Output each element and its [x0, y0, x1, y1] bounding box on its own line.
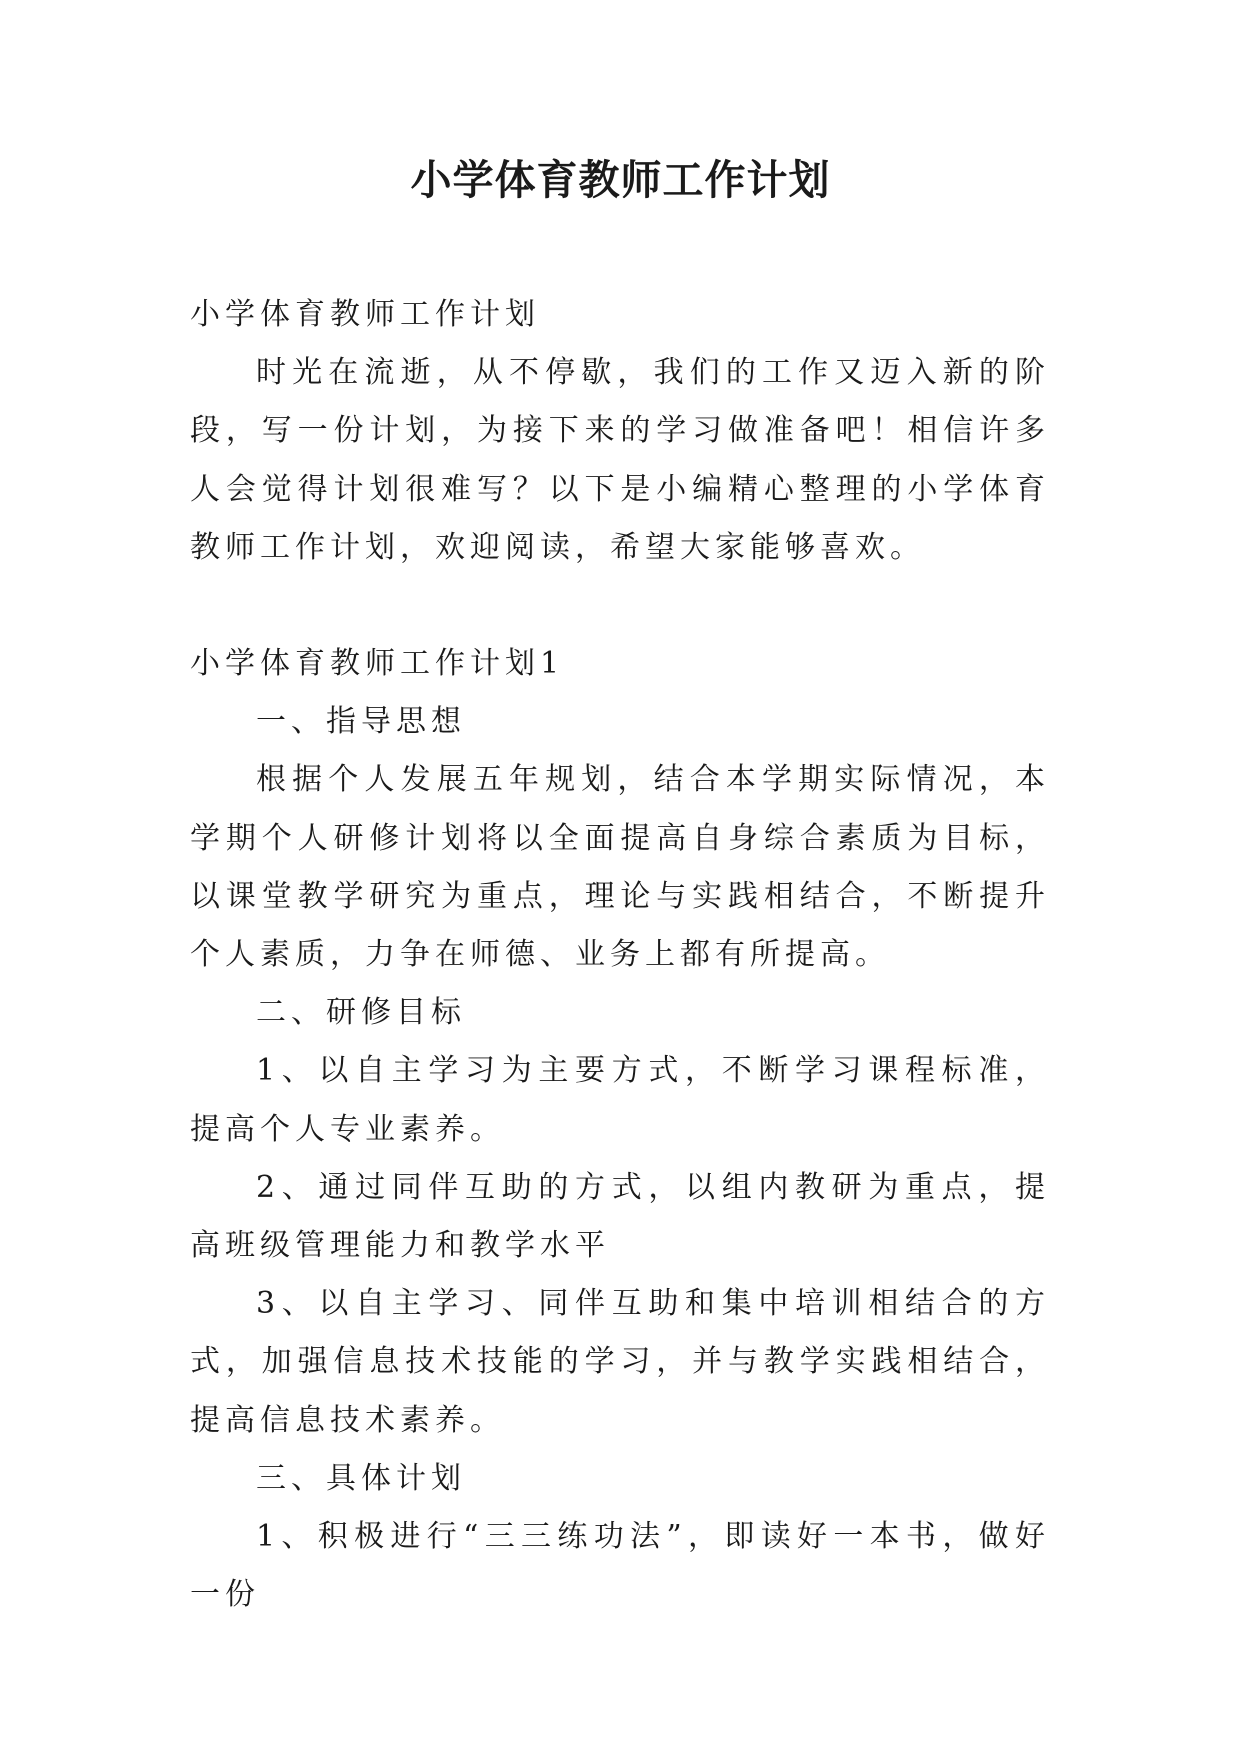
- goal-item-3: 3、以自主学习、同伴互助和集中培训相结合的方式，加强信息技术技能的学习，并与教学实践相结合，提高信息技术素养。: [190, 1286, 1050, 1438]
- document-subtitle: 小学体育教师工作计划: [190, 297, 540, 332]
- goal-item-1: 1、以自主学习为主要方式，不断学习课程标准，提高个人专业素养。: [190, 1053, 1050, 1147]
- guiding-ideology-paragraph: 根据个人发展五年规划，结合本学期实际情况，本学期个人研修计划将以全面提高自身综合素质为目标，以课堂教学研究为重点，理论与实践相结合，不断提升个人素质，力争在师德、业务上都有所提高。: [190, 762, 1050, 973]
- document-body: [190, 286, 1050, 1624]
- heading-guiding-ideology: 一、指导思想: [256, 704, 466, 740]
- goal-item-2: 2、通过同伴互助的方式，以组内教研为重点，提高班级管理能力和教学水平: [190, 1169, 1050, 1264]
- intro-paragraph: 时光在流逝，从不停歇，我们的工作又迈入新的阶段，写一份计划，为接下来的学习做准备吧！相信许多人会觉得计划很难写？以下是小编精心整理的小学体育教师工作计划，欢迎阅读，希望大家能够喜欢。: [190, 355, 1050, 565]
- section-title: 小学体育教师工作计划1: [190, 646, 565, 682]
- plan-item-1: 1、积极进行“三三练功法”，即读好一本书，做好一份: [190, 1519, 1050, 1613]
- document-title: 小学体育教师工作计划: [410, 156, 831, 204]
- heading-specific-plan: 三、具体计划: [256, 1460, 466, 1496]
- heading-study-goals: 二、研修目标: [256, 995, 466, 1031]
